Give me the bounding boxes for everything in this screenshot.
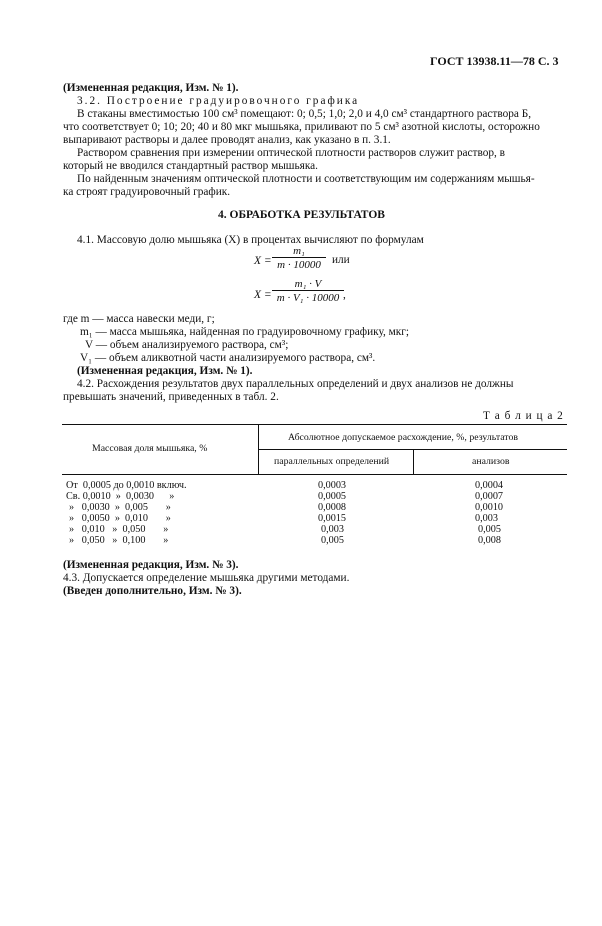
- definition-line: V₁ — объем аликвотной части анализируемого раствора, см³.: [80, 352, 376, 364]
- table-cell-range: » 0,010 » 0,050 »: [69, 524, 169, 535]
- paragraph-line: выпаривают растворы и далее проводят анализ, как указано в п. 3.1.: [63, 134, 391, 146]
- definition-line: где m — масса навески меди, г;: [63, 313, 215, 325]
- formula-connector: ,: [343, 289, 346, 301]
- table-col-header: Массовая доля мышьяка, %: [92, 443, 208, 454]
- formula-denominator: m · V₁ · 10000: [272, 290, 344, 304]
- table-vertical-rule: [413, 449, 414, 474]
- formula-connector: или: [332, 254, 350, 266]
- paragraph-line: 4.1. Массовую долю мышьяка (X) в процентах вычисляют по формулам: [77, 234, 424, 246]
- table-cell-analysis: 0,008: [478, 535, 501, 546]
- paragraph-line: 4.2. Расхождения результатов двух параллельных определений и двух анализов не должны: [77, 378, 514, 390]
- section-title: 4. ОБРАБОТКА РЕЗУЛЬТАТОВ: [218, 209, 385, 221]
- table-header-rule: [62, 474, 567, 475]
- table-col-header: анализов: [472, 456, 510, 467]
- formula-denominator: m · 10000: [272, 257, 326, 271]
- table-cell-parallel: 0,005: [321, 535, 344, 546]
- formula-lhs: X =: [254, 255, 272, 267]
- subsection-heading: 3.2. Построение градуировочного графика: [77, 95, 360, 107]
- table-cell-analysis: 0,0010: [475, 502, 504, 513]
- paragraph-line: который не вводился стандартный раствор мышьяка.: [63, 160, 319, 172]
- formula-numerator: m₁ · V: [294, 278, 322, 290]
- table-cell-parallel: 0,0008: [318, 502, 347, 513]
- paragraph-line: Раствором сравнения при измерении оптической плотности растворов служит раствор, в: [77, 147, 505, 159]
- amendment-note: (Измененная редакция, Изм. № 1).: [77, 365, 253, 377]
- amendment-note: (Измененная редакция, Изм. № 3).: [63, 559, 239, 571]
- table-top-rule: [62, 424, 567, 425]
- formula-lhs: X =: [254, 289, 272, 301]
- paragraph-line: По найденным значениям оптической плотности и соответствующим им содержаниям мышья-: [77, 173, 535, 185]
- paragraph-line: что соответствует 0; 10; 20; 40 и 80 мкг мышьяка, приливают по 5 см³ азотной кислоты, осторожно: [63, 121, 540, 133]
- definition-line: V — объем анализируемого раствора, см³;: [85, 339, 289, 351]
- paragraph-line: 4.3. Допускается определение мышьяка другими методами.: [63, 572, 350, 584]
- table-cell-analysis: 0,003: [475, 513, 498, 524]
- table-cell-range: » 0,0030 » 0,005 »: [69, 502, 171, 513]
- definition-line: m₁ — масса мышьяка, найденная по градуировочному графику, мкг;: [80, 326, 410, 338]
- table-cell-range: » 0,0050 » 0,010 »: [69, 513, 171, 524]
- table-cell-range: » 0,050 » 0,100 »: [69, 535, 169, 546]
- formula-fraction: [272, 278, 344, 304]
- table-cell-analysis: 0,005: [478, 524, 501, 535]
- table-cell-analysis: 0,0004: [475, 480, 504, 491]
- paragraph-line: превышать значений, приведенных в табл. 2.: [63, 391, 279, 403]
- page-header: ГОСТ 13938.11—78 С. 3: [430, 54, 559, 68]
- amendment-note: (Измененная редакция, Изм. № 1).: [63, 82, 239, 94]
- table-cell-analysis: 0,0007: [475, 491, 504, 502]
- paragraph-line: В стаканы вместимостью 100 см³ помещают: 0; 0,5; 1,0; 2,0 и 4,0 см³ стандартного раствора Б,: [77, 108, 532, 120]
- table-cell-range: От 0,0005 до 0,0010 включ.: [66, 480, 187, 491]
- table-cell-parallel: 0,003: [321, 524, 344, 535]
- table-col-group-header: Абсолютное допускаемое расхождение, %, результатов: [288, 432, 518, 443]
- table-cell-parallel: 0,0003: [318, 480, 347, 491]
- formula-numerator: m₁: [293, 245, 305, 257]
- amendment-note: (Введен дополнительно, Изм. № 3).: [63, 585, 242, 597]
- table-col-header: параллельных определений: [274, 456, 390, 467]
- paragraph-line: ка строят градуировочный график.: [63, 186, 231, 198]
- formula-fraction: [272, 245, 326, 271]
- table-cell-parallel: 0,0015: [318, 513, 347, 524]
- table-cell-parallel: 0,0005: [318, 491, 347, 502]
- table-cell-range: Св. 0,0010 » 0,0030 »: [66, 491, 175, 502]
- table-caption: Т а б л и ц а 2: [483, 410, 564, 422]
